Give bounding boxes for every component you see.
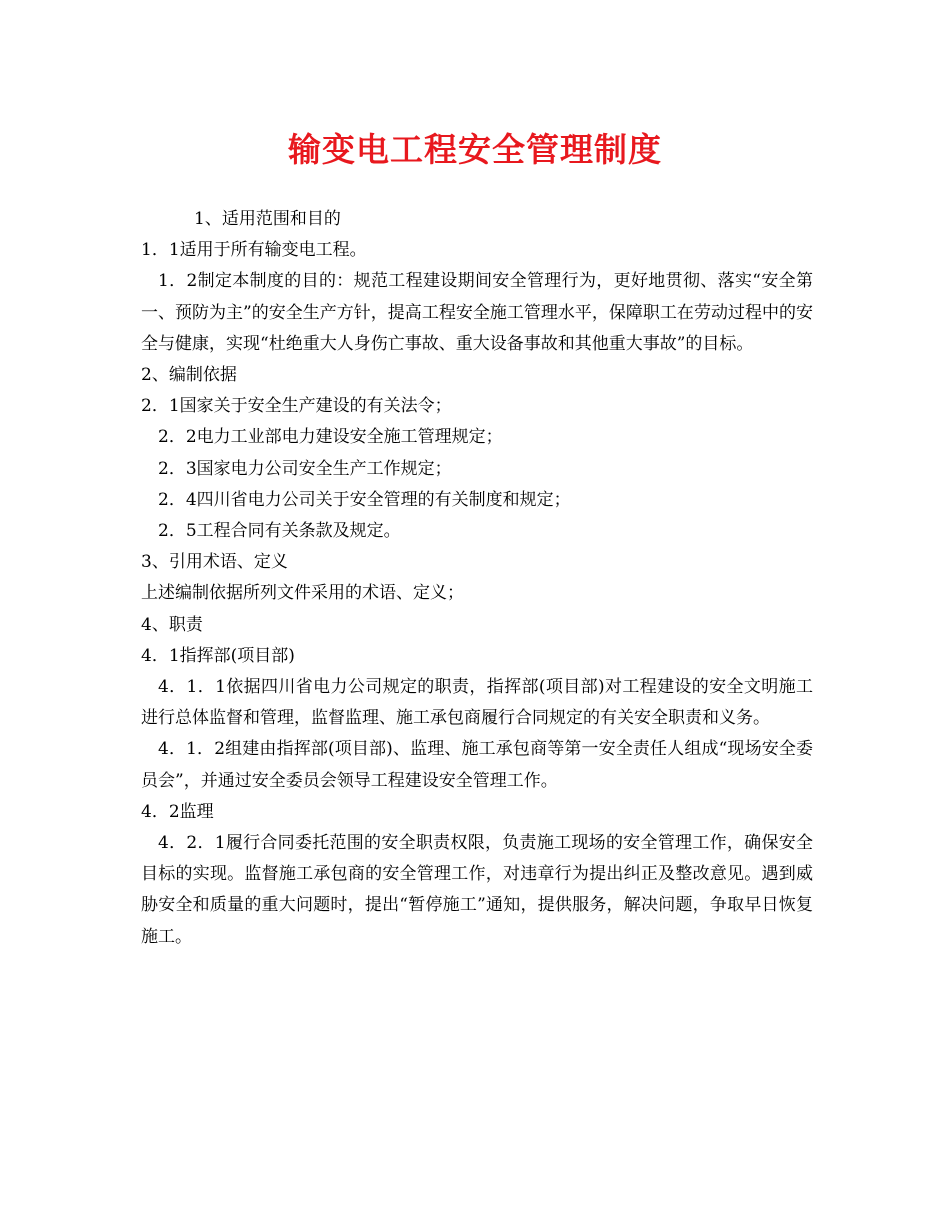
paragraph: 4．1．2组建由指挥部(项目部)、监理、施工承包商等第一安全责任人组成“现场安全委员会”，并通过安全委员会领导工程建设安全管理工作。 [141, 739, 813, 791]
paragraph: 4．1．1依据四川省电力公司规定的职责，指挥部(项目部)对工程建设的安全文明施工进行总体监督和管理，监督监理、施工承包商履行合同规定的有关安全职责和义务。 [141, 677, 813, 729]
paragraph: 1．2制定本制度的目的：规范工程建设期间安全管理行为，更好地贯彻、落实“安全第一、预防为主”的安全生产方针，提高工程安全施工管理水平，保障职工在劳动过程中的安全与健康，实现“杜绝重大人身伤亡事故、重大设备事故和其他重大事故”的目标。 [141, 271, 813, 354]
paragraph: 2．3国家电力公司安全生产工作规定； [158, 458, 452, 479]
section-heading: 3、引用术语、定义 [141, 552, 288, 573]
section-heading: 4、职责 [141, 614, 203, 635]
subsection-heading: 4．1指挥部(项目部) [141, 645, 295, 666]
paragraph: 上述编制依据所列文件采用的术语、定义； [141, 583, 464, 604]
paragraph: 2．5工程合同有关条款及规定。 [158, 521, 401, 542]
paragraph: 2．2电力工业部电力建设安全施工管理规定； [158, 427, 503, 448]
paragraph: 2．4四川省电力公司关于安全管理的有关制度和规定； [158, 489, 571, 510]
document-title: 输变电工程安全管理制度 [288, 130, 662, 169]
section-heading: 1、适用范围和目的 [194, 209, 341, 229]
section-heading: 2、编制依据 [141, 365, 237, 386]
paragraph: 4．2．1履行合同委托范围的安全职责权限，负责施工现场的安全管理工作，确保安全目标的实现。监督施工承包商的安全管理工作，对违章行为提出纠正及整改意见。遇到威胁安全和质量的重大问题时，提出“暂停施工”通知，提供服务，解决问题，争取早日恢复施工。 [141, 833, 813, 947]
subsection-heading: 4．2监理 [141, 801, 214, 822]
paragraph: 2．1国家关于安全生产建设的有关法令； [141, 396, 452, 417]
paragraph: 1．1适用于所有输变电工程。 [141, 240, 367, 261]
document-body [141, 204, 813, 953]
